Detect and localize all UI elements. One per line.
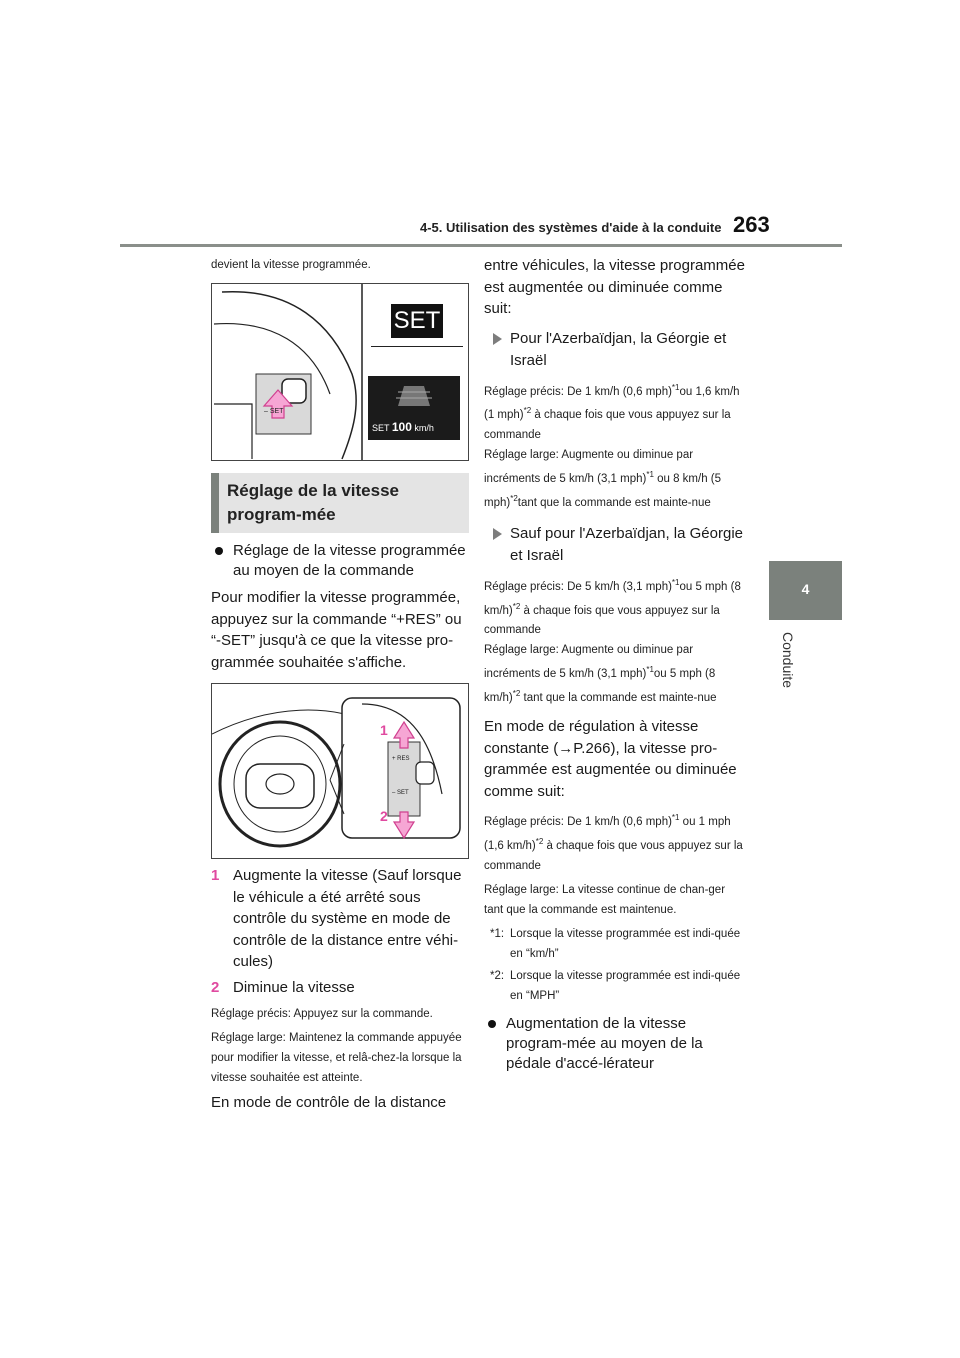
- header-rule: [120, 244, 842, 247]
- bullet-icon: [488, 1020, 496, 1028]
- sub-item: [484, 523, 746, 567]
- right-column: [484, 255, 746, 1074]
- intro-text: devient la vitesse programmée.: [211, 259, 371, 271]
- triangle-icon: [493, 333, 502, 345]
- meter-display: [368, 376, 460, 440]
- set-switch-label: – SET: [264, 408, 284, 415]
- note-large: Réglage large: Augmente ou diminue par incréments de 5 km/h (3,1 mph)$^{*1}$ ou 8 km/h (5 mph)$^{*2}$tant que la commande est mainte-nue: [484, 449, 722, 509]
- bullet-text: Réglage de la vitesse programmée au moyen de la commande: [233, 542, 466, 579]
- item-text: Diminue la vitesse: [233, 978, 355, 996]
- callout-1: 1: [380, 722, 388, 738]
- footnote-mark: *1:: [490, 927, 505, 940]
- speed-readout: [372, 420, 434, 434]
- steering-wheel-illustration: [212, 684, 468, 858]
- section-title: 4-5. Utilisation des systèmes d'aide à la conduite: [420, 220, 722, 235]
- set-indicator: SET: [391, 304, 443, 338]
- paragraph: Pour modifier la vitesse programmée, appuyez sur la commande “+RES” ou “-SET” jusqu'à ce que la vitesse pro-grammée souhaitée s'affiche.: [211, 589, 462, 671]
- bullet-item: [211, 541, 469, 581]
- figure-divider: [371, 346, 463, 347]
- bullet-icon: [215, 547, 223, 555]
- footnote-text: Lorsque la vitesse programmée est indi-quée en “MPH”: [510, 969, 741, 1002]
- note-large: Réglage large: La vitesse continue de chan-ger tant que la commande est maintenue.: [484, 883, 726, 916]
- chapter-tab: [769, 561, 842, 620]
- footnote-mark: *2:: [490, 969, 505, 982]
- numbered-item: [211, 977, 469, 999]
- item-text: Augmente la vitesse (Sauf lorsque le véhicule a été arrêté sous contrôle du système en mode de contrôle de la distance entre véhi-cules): [233, 867, 462, 970]
- sub-item-text: Pour l'Azerbaïdjan, la Géorgie et Israël: [510, 329, 727, 369]
- set-label: – SET: [392, 790, 409, 796]
- speed-value: 100: [391, 420, 412, 434]
- note-fine: Réglage précis: Appuyez sur la commande.: [211, 1008, 433, 1020]
- figure-steering-wheel: [211, 683, 469, 859]
- res-label: + RES: [392, 756, 410, 762]
- bullet-text: Augmentation de la vitesse program-mée au moyen de la pédale d'accé-lérateur: [506, 1014, 703, 1072]
- figure-set-display: [211, 283, 469, 461]
- page-number: 263: [733, 212, 770, 237]
- item-number: 2: [211, 978, 220, 996]
- chapter-number: 4: [801, 581, 810, 597]
- arrow-icon: →: [558, 739, 574, 757]
- left-column: [211, 255, 469, 1114]
- note-large: Réglage large: Augmente ou diminue par incréments de 5 km/h (3,1 mph)$^{*1}$ou 5 mph (8 km/h)$^{*2}$ tant que la commande est mainte-nue: [484, 644, 717, 705]
- sub-item-text: Sauf pour l'Azerbaïdjan, la Géorgie et Israël: [510, 524, 744, 564]
- paragraph: entre véhicules, la vitesse programmée est augmentée ou diminuée comme suit:: [484, 257, 745, 317]
- footnote: [484, 924, 746, 964]
- paragraph: En mode de contrôle de la distance: [211, 1094, 447, 1111]
- triangle-icon: [493, 528, 502, 540]
- paragraph: En mode de régulation à vitesse constante (→P.266), la vitesse pro-grammée est augmentée ou diminuée comme suit:: [484, 718, 737, 800]
- footnote-text: Lorsque la vitesse programmée est indi-quée en “km/h”: [510, 927, 741, 960]
- section-heading: Réglage de la vitesse program-mée: [211, 473, 469, 533]
- speed-prefix: SET: [372, 423, 390, 433]
- note-fine: Réglage précis: De 5 km/h (3,1 mph)$^{*1}$ou 5 mph (8 km/h)$^{*2}$ à chaque fois que vous appuyez sur la commande: [484, 577, 741, 637]
- item-number: 1: [211, 867, 220, 884]
- callout-2: 2: [380, 808, 388, 824]
- numbered-item: [211, 865, 469, 973]
- note-fine: Réglage précis: De 1 km/h (0,6 mph)$^{*1}$ ou 1 mph (1,6 km/h)$^{*2}$ à chaque fois que vous appuyez sur la commande: [484, 813, 743, 872]
- note-large: Réglage large: Maintenez la commande appuyée pour modifier la vitesse, et relâ-chez-la lorsque la vitesse souhaitée est atteinte.: [211, 1032, 462, 1084]
- speed-unit: km/h: [414, 423, 434, 433]
- chapter-label: Conduite: [780, 632, 796, 689]
- footnote: [484, 966, 746, 1006]
- bullet-item: [484, 1014, 746, 1074]
- sub-item: [484, 328, 746, 372]
- note-fine: Réglage précis: De 1 km/h (0,6 mph)$^{*1}$ou 1,6 km/h (1 mph)$^{*2}$ à chaque fois que vous appuyez sur la commande: [484, 382, 740, 442]
- road-lanes-icon: [368, 376, 460, 416]
